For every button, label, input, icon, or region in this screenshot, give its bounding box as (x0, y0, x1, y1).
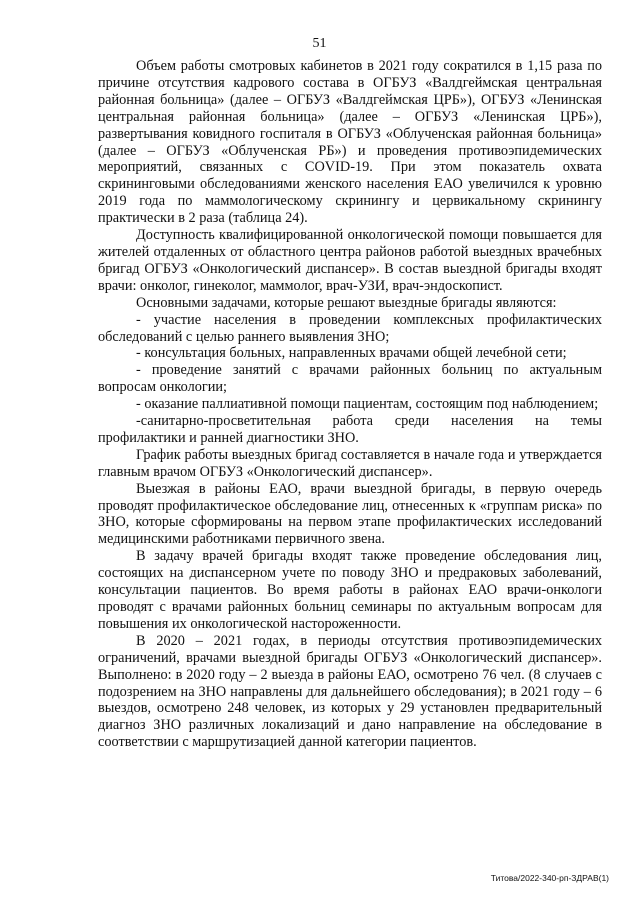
list-item: -санитарно-просветительная работа среди населения на темы профилактики и ранней диагностики ЗНО. (98, 413, 602, 446)
paragraph-screening-rooms: Объем работы смотровых кабинетов в 2021 году сократился в 1,15 раза по причине отсутствия кадрового состава в ОГБУЗ «Валдгеймская центральная районная больница» (далее – ОГБУЗ «Валдгеймская ЦРБ»), ОГБУЗ «Ленинская центральная районная больница» (далее – ОГБУЗ «Ленинская ЦРБ»), развертывания ковидного госпиталя в ОГБУЗ «Облученская районная больница» (далее – ОГБУЗ «Облученская РБ») и проведения противоэпидемических мероприятий, связанных с COVID-19. При этом показатель охвата скрининговыми обследованиями женского населения ЕАО увеличился к уровню 2019 года по маммологическому скринингу и цервикальному скринингу практически в 2 раза (таблица 24). (98, 58, 602, 227)
list-item: - консультация больных, направленных врачами общей лечебной сети; (136, 345, 567, 362)
paragraph-brigade-duties: В задачу врачей бригады входят также проведение обследования лиц, состоящих на диспансерном учете по поводу ЗНО и предраковых заболеваний, консультации пациентов. Во время работы в районах ЕАО врачи-онкологи проводят с врачами районных больниц семинары по актуальным вопросам для повышения их онкологической настороженности. (98, 548, 602, 632)
list-item: - проведение занятий с врачами районных больниц по актуальным вопросам онкологии; (98, 362, 602, 396)
paragraph-tasks-intro: Основными задачами, которые решают выездные бригады являются: (136, 294, 557, 311)
paragraph-mobile-brigades: Доступность квалифицированной онкологической помощи повышается для жителей отдаленных от областного центра районов работой выездных врачебных бригад ОГБУЗ «Онкологический диспансер». В состав выездной бригады входят врачи: онколог, гинеколог, маммолог, врач-УЗИ, врач-эндоскопист. (98, 227, 602, 294)
document-body (98, 58, 602, 751)
paragraph-schedule: График работы выездных бригад составляется в начале года и утверждается главным врачом ОГБУЗ «Онкологический диспансер». (98, 446, 602, 480)
list-item: - оказание паллиативной помощи пациентам, состоящим под наблюдением; (136, 396, 599, 413)
paragraph-2020-2021-results: В 2020 – 2021 годах, в периоды отсутствия противоэпидемических ограничений, врачами выездной бригады ОГБУЗ «Онкологический диспансер». Выполнено: в 2020 году – 2 выезда в районы ЕАО, осмотрено 76 чел. (8 случаев с подозрением на ЗНО направлены для дальнейшего обследования); в 2021 году – 6 выездов, осмотрено 248 человек, из которых у 29 установлен предварительный диагноз ЗНО различных локализаций и дано направление на обследование в соответствии с маршрутизацией данной категории пациентов. (98, 632, 602, 751)
document-footer-id: Титова/2022-340-рп-ЗДРАВ(1) (490, 873, 609, 883)
list-item: - участие населения в проведении комплексных профилактических обследований с целью раннего выявления ЗНО; (98, 311, 602, 345)
paragraph-field-visits: Выезжая в районы ЕАО, врачи выездной бригады, в первую очередь проводят профилактическое обследование лиц, отнесенных к «группам риска» по ЗНО, которые сформированы на первом этапе профилактических исследований медицинскими работниками первичного звена. (98, 480, 602, 548)
page-number: 51 (312, 36, 327, 51)
